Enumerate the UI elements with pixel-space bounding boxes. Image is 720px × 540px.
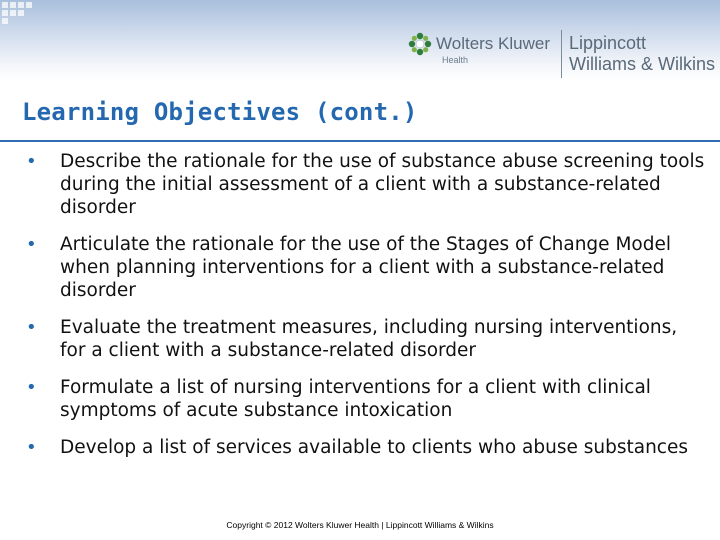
header-band bbox=[0, 0, 720, 80]
copyright-footer: Copyright © 2012 Wolters Kluwer Health | Lippincott Williams & Wilkins bbox=[226, 520, 494, 530]
objective-item bbox=[26, 436, 706, 459]
lippincott-wordmark-line1: Lippincott bbox=[569, 33, 647, 53]
lippincott-wordmark-line2: Williams & Wilkins bbox=[569, 54, 715, 74]
bullet-icon: • bbox=[26, 437, 37, 458]
logo-divider bbox=[561, 30, 562, 78]
objective-item bbox=[26, 316, 706, 362]
wolters-kluwer-health-label: Health bbox=[442, 55, 469, 65]
objective-item bbox=[26, 150, 706, 219]
bullet-icon: • bbox=[26, 234, 37, 255]
bullet-icon: • bbox=[26, 151, 37, 172]
wolters-kluwer-mark-icon bbox=[408, 32, 432, 56]
objective-text: Develop a list of services available to clients who abuse substances bbox=[60, 437, 688, 458]
title-divider bbox=[0, 140, 720, 142]
objective-text: Articulate the rationale for the use of the Stages of Change Model when planning interventions for a client with a substance-related disorder bbox=[60, 234, 671, 301]
objective-item bbox=[26, 233, 706, 302]
objective-text: Describe the rationale for the use of substance abuse screening tools during the initial assessment of a client with a substance-related disorder bbox=[60, 151, 705, 218]
bullet-icon: • bbox=[26, 317, 37, 338]
lippincott-logo bbox=[569, 33, 715, 75]
wolters-kluwer-wordmark: Wolters Kluwer bbox=[436, 34, 550, 53]
objective-item bbox=[26, 376, 706, 422]
slide-title: Learning Objectives (cont.) bbox=[22, 98, 418, 126]
objective-text: Formulate a list of nursing interventions for a client with clinical symptoms of acute substance intoxication bbox=[60, 377, 651, 421]
objectives-list bbox=[26, 150, 706, 473]
grid-pattern-decoration bbox=[0, 0, 60, 24]
objective-text: Evaluate the treatment measures, including nursing interventions, for a client with a substance-related disorder bbox=[60, 317, 678, 361]
bullet-icon: • bbox=[26, 377, 37, 398]
